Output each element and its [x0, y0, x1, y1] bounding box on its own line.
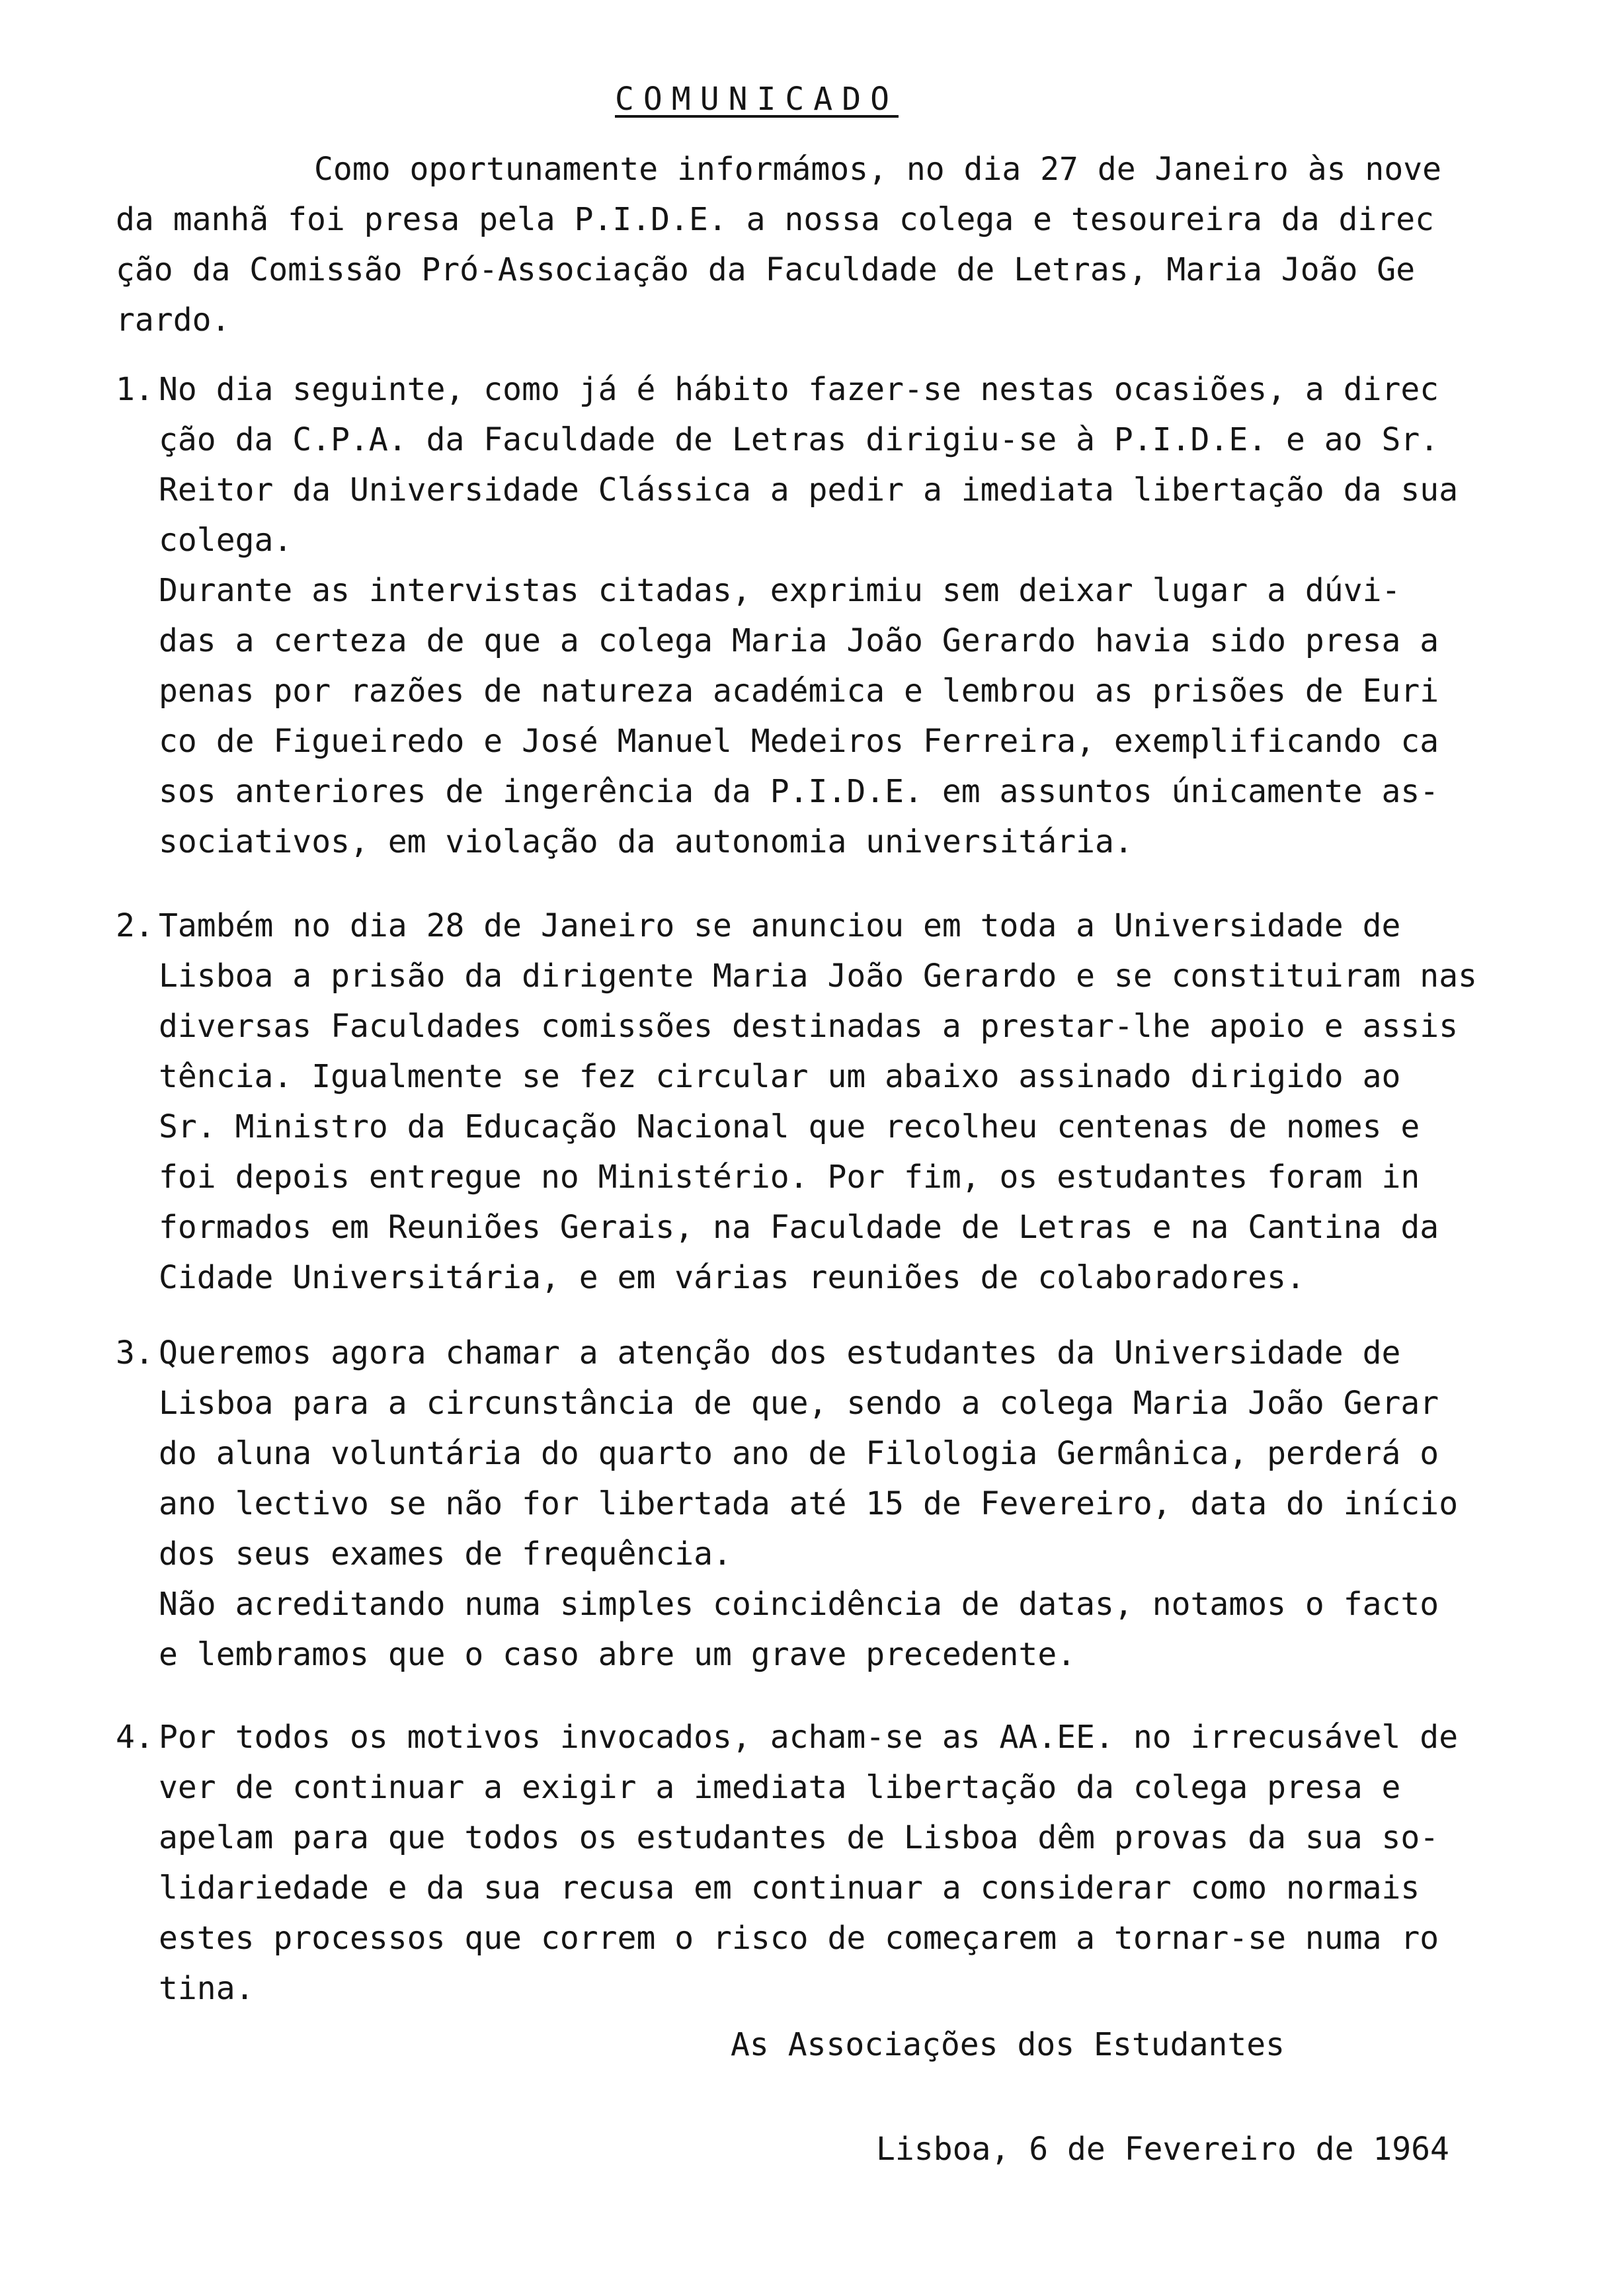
item-line: sos anteriores de ingerência da P.I.D.E. em assuntos únicamente as- [159, 773, 1439, 810]
item-line: Reitor da Universidade Clássica a pedir a imediata libertação da sua [159, 472, 1459, 509]
item-number: 1. [116, 371, 154, 408]
item-line: co de Figueiredo e José Manuel Medeiros Ferreira, exemplificando ca [159, 723, 1439, 760]
item-line: No dia seguinte, como já é hábito fazer-se nestas ocasiões, a direc [159, 371, 1439, 408]
item-line: Durante as intervistas citadas, exprimiu sem deixar lugar a dúvi- [159, 572, 1401, 609]
item-line: apelam para que todos os estudantes de Lisboa dêm provas da sua so- [159, 1819, 1439, 1856]
item-line: ano lectivo se não for libertada até 15 de Fevereiro, data do início [159, 1485, 1459, 1522]
item-line: Por todos os motivos invocados, acham-se as AA.EE. no irrecusável de [159, 1719, 1459, 1756]
document-title: COMUNICADO [615, 81, 899, 118]
item-number: 4. [116, 1719, 154, 1756]
intro-line: rardo. [116, 302, 231, 339]
item-line: colega. [159, 522, 293, 559]
item-line: tência. Igualmente se fez circular um abaixo assinado dirigido ao [159, 1058, 1401, 1095]
item-line: dos seus exames de frequência. [159, 1536, 732, 1573]
item-line: Lisboa para a circunstância de que, sendo a colega Maria João Gerar [159, 1385, 1439, 1422]
item-line: Não acreditando numa simples coincidência de datas, notamos o facto [159, 1586, 1439, 1623]
item-line: ção da C.P.A. da Faculdade de Letras dirigiu-se à P.I.D.E. e ao Sr. [159, 421, 1439, 458]
item-line: e lembramos que o caso abre um grave precedente. [159, 1636, 1076, 1673]
item-line: Queremos agora chamar a atenção dos estudantes da Universidade de [159, 1334, 1401, 1372]
item-line: diversas Faculdades comissões destinadas a prestar-lhe apoio e assis [159, 1008, 1459, 1045]
intro-line: Como oportunamente informámos, no dia 27 de Janeiro às nove [314, 151, 1442, 188]
item-number: 2. [116, 907, 154, 944]
item-line: penas por razões de natureza académica e lembrou as prisões de Euri [159, 673, 1439, 710]
item-line: do aluna voluntária do quarto ano de Filologia Germânica, perderá o [159, 1435, 1439, 1472]
item-line: lidariedade e da sua recusa em continuar a considerar como normais [159, 1869, 1420, 1906]
item-line: Cidade Universitária, e em várias reuniões de colaboradores. [159, 1259, 1305, 1296]
intro-line: da manhã foi presa pela P.I.D.E. a nossa colega e tesoureira da direc [116, 201, 1434, 238]
item-line: Também no dia 28 de Janeiro se anunciou em toda a Universidade de [159, 907, 1401, 944]
place-date: Lisboa, 6 de Fevereiro de 1964 [876, 2131, 1449, 2168]
signature: As Associações dos Estudantes [731, 2026, 1285, 2063]
item-line: das a certeza de que a colega Maria João Gerardo havia sido presa a [159, 622, 1439, 659]
item-line: formados em Reuniões Gerais, na Faculdade de Letras e na Cantina da [159, 1209, 1439, 1246]
item-line: estes processos que correm o risco de começarem a tornar-se numa ro [159, 1920, 1439, 1957]
item-line: tina. [159, 1970, 255, 2007]
intro-line: ção da Comissão Pró-Associação da Faculdade de Letras, Maria João Ge [116, 251, 1416, 288]
item-line: ver de continuar a exigir a imediata libertação da colega presa e [159, 1769, 1401, 1806]
item-line: sociativos, em violação da autonomia universitária. [159, 823, 1133, 860]
item-line: Lisboa a prisão da dirigente Maria João Gerardo e se constituiram nas [159, 958, 1477, 995]
item-line: foi depois entregue no Ministério. Por fim, os estudantes foram in [159, 1159, 1420, 1196]
item-line: Sr. Ministro da Educação Nacional que recolheu centenas de nomes e [159, 1108, 1420, 1145]
item-number: 3. [116, 1334, 154, 1372]
